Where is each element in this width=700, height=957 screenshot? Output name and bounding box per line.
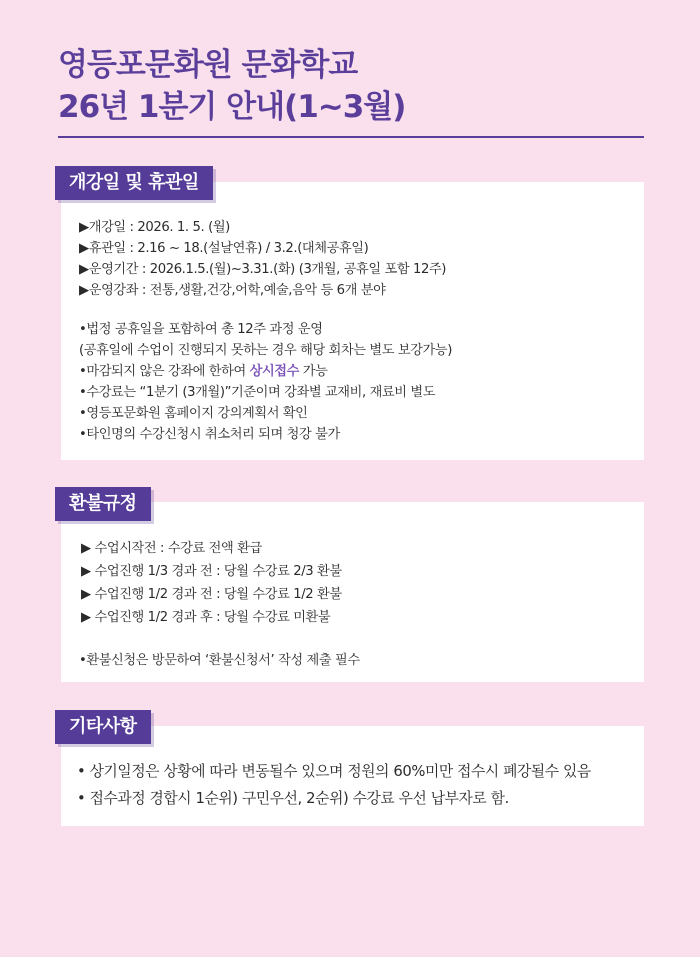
page-title [58, 44, 405, 128]
opening-panel [61, 182, 644, 460]
opening-note-registration [79, 360, 327, 379]
refund-item-before-start: ▶ 수업시작전 : 수강료 전액 환급 [81, 541, 262, 556]
opening-item-start-date: ▶개강일 : 2026. 1. 5. (월) [79, 220, 230, 235]
opening-note-makeup: (공휴일에 수업이 진행되지 못하는 경우 해당 회차는 별도 보강가능) [79, 343, 452, 358]
opening-item-courses: ▶운영강좌 : 전통,생활,건강,어학,예술,음악 등 6개 분야 [79, 283, 386, 298]
title-line-1: 영등포문화원 문화학교 [58, 47, 358, 83]
other-section-header: 기타사항 [55, 710, 151, 744]
registration-text-after: 가능 [298, 364, 328, 379]
refund-panel [61, 502, 644, 682]
opening-note-fee: •수강료는 “1분기 (3개월)”기준이며 강좌별 교재비, 재료비 별도 [79, 385, 436, 400]
opening-section-header: 개강일 및 휴관일 [55, 166, 213, 200]
opening-note-homepage: •영등포문화원 홈페이지 강의계획서 확인 [79, 406, 308, 421]
opening-item-period: ▶운영기간 : 2026.1.5.(월)~3.31.(화) (3개월, 공휴일 포함 12주) [79, 262, 447, 277]
refund-item-half-after: ▶ 수업진행 1/2 경과 후 : 당월 수강료 미환불 [81, 610, 331, 625]
other-item-schedule: • 상기일정은 상황에 따라 변동될수 있으며 정원의 60%미만 접수시 폐강될수 있음 [77, 763, 591, 780]
other-item-priority: • 접수과정 경합시 1순위) 구민우선, 2순위) 수강료 우선 납부자로 함. [77, 790, 509, 807]
registration-text-before: •마감되지 않은 강좌에 한하여 [79, 364, 250, 379]
opening-note-12weeks: •법정 공휴일을 포함하여 총 12주 과정 운영 [79, 322, 323, 337]
opening-item-closed-days: ▶휴관일 : 2.16 ~ 18.(설날연휴) / 3.2.(대체공휴일) [79, 241, 369, 256]
refund-note: •환불신청은 방문하여 ‘환불신청서’ 작성 제출 필수 [79, 653, 360, 668]
title-line-2: 26년 1분기 안내(1~3월) [58, 89, 406, 125]
refund-section-header: 환불규정 [55, 487, 151, 521]
registration-highlight: 상시접수 [249, 364, 299, 379]
refund-item-half-before: ▶ 수업진행 1/2 경과 전 : 당월 수강료 1/2 환불 [81, 587, 342, 602]
title-divider [58, 136, 644, 138]
opening-note-proxy: •타인명의 수강신청시 취소처리 되며 청강 불가 [79, 427, 340, 442]
refund-item-third: ▶ 수업진행 1/3 경과 전 : 당월 수강료 2/3 환불 [81, 564, 342, 579]
